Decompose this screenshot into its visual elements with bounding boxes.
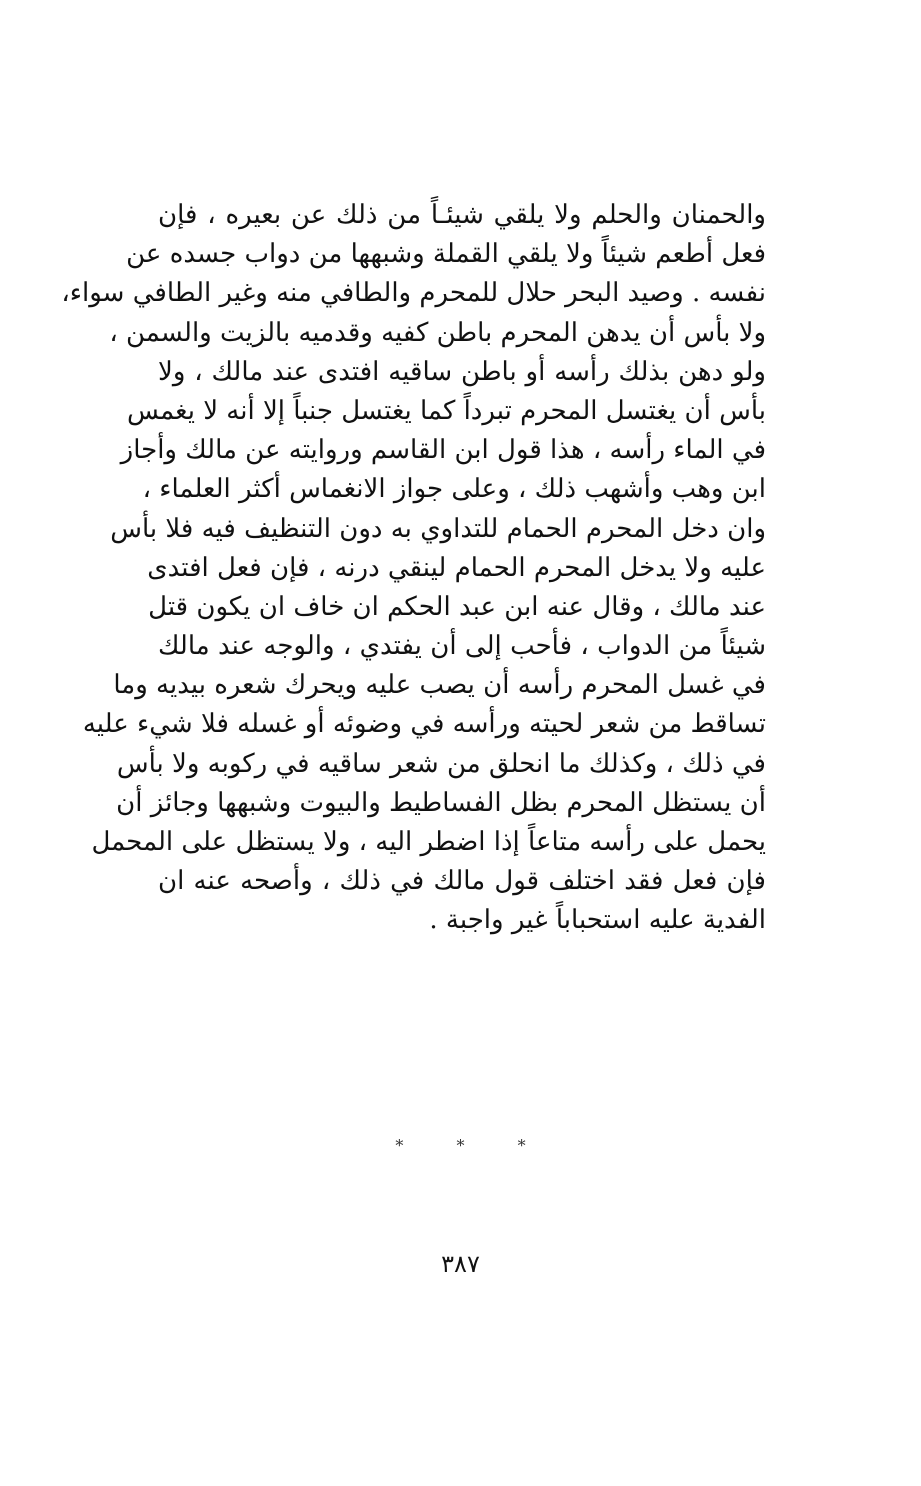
text-line: وان دخل المحرم الحمام للتداوي به دون التنظيف فيه فلا بأس	[110, 513, 766, 544]
text-line: تساقط من شعر لحيته ورأسه في وضوئه أو غسله فلا شيء عليه	[82, 709, 766, 740]
page-number: ٣٨٧	[441, 1250, 480, 1278]
text-line: ولو دهن بذلك رأسه أو باطن ساقيه افتدى عند مالك ، ولا	[158, 356, 766, 387]
text-line: في الماء رأسه ، هذا قول ابن القاسم وروايته عن مالك وأجاز	[120, 435, 766, 466]
text-line: فإن فعل فقد اختلف قول مالك في ذلك ، وأصحه عنه ان	[158, 866, 766, 897]
text-line: شيئاً من الدواب ، فأحب إلى أن يفتدي ، والوجه عند مالك	[158, 631, 766, 662]
text-line: نفسه . وصيد البحر حلال للمحرم والطافي منه وغير الطافي سواء،	[61, 278, 766, 309]
text-line: أن يستظل المحرم بظل الفساطيط والبيوت وشبهها وجائز أن	[116, 787, 766, 818]
text-line: والحمنان والحلم ولا يلقي شيئـاً من ذلك عن بعيره ، فإن	[158, 200, 766, 230]
text-line: بأس أن يغتسل المحرم تبرداً كما يغتسل جنباً إلا أنه لا يغمس	[126, 395, 766, 426]
text-line: يحمل على رأسه متاعاً إذا اضطر اليه ، ولا يستظل على المحمل	[91, 827, 766, 857]
text-line: فعل أطعم شيئاً ولا يلقي القملة وشبهها من دواب جسده عن	[126, 239, 766, 270]
text-line: ولا بأس أن يدهن المحرم باطن كفيه وقدميه بالزيت والسمن ،	[109, 317, 766, 348]
body-text	[61, 196, 766, 941]
text-line: عليه ولا يدخل المحرم الحمام لينقي درنه ، فإن فعل افتدى	[147, 552, 766, 583]
text-line: في غسل المحرم رأسه أن يصب عليه ويحرك شعره بيديه وما	[113, 670, 766, 701]
text-line-last: الفدية عليه استحباباً غير واجبة .	[429, 905, 766, 936]
section-separator: * * *	[395, 1136, 550, 1155]
text-line: عند مالك ، وقال عنه ابن عبد الحكم ان خاف ان يكون قتل	[148, 591, 766, 622]
text-line: ابن وهب وأشهب ذلك ، وعلى جواز الانغماس أكثر العلماء ،	[142, 474, 766, 505]
text-line: في ذلك ، وكذلك ما انحلق من شعر ساقيه في ركوبه ولا بأس	[116, 748, 766, 779]
